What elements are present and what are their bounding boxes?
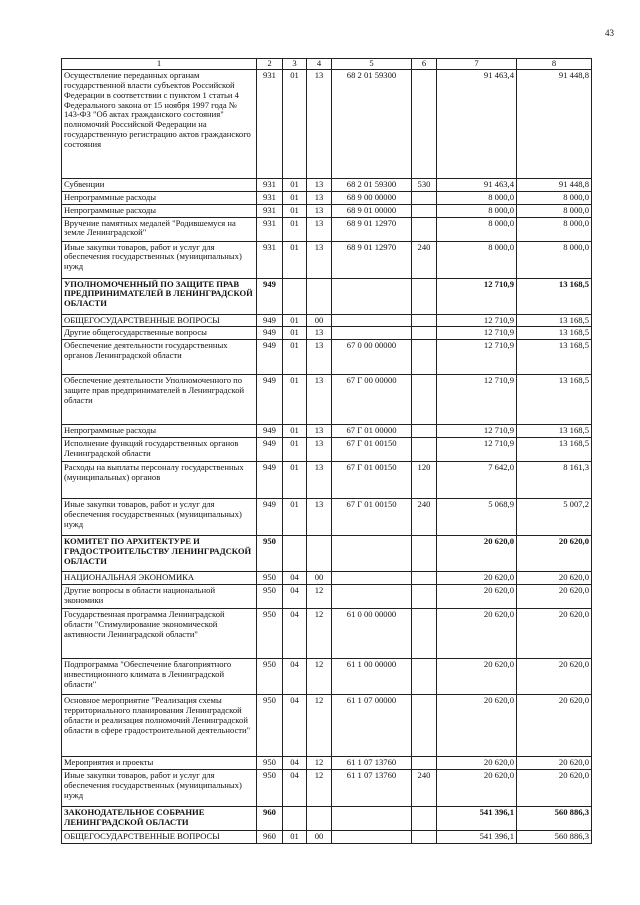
cell-amount-year-2: 13 168,5 bbox=[517, 340, 592, 375]
cell-name: Подпрограмма "Обеспечение благоприятного инвестиционного климата в Ленинградской области" bbox=[62, 659, 257, 695]
cell-subsection: 12 bbox=[307, 695, 332, 757]
cell-expense-type: 240 bbox=[412, 769, 437, 806]
cell-subsection bbox=[307, 806, 332, 830]
cell-admin-code: 949 bbox=[257, 462, 283, 499]
cell-amount-year-1: 20 620,0 bbox=[437, 659, 517, 695]
cell-expense-type bbox=[412, 69, 437, 178]
cell-amount-year-2: 13 168,5 bbox=[517, 327, 592, 340]
cell-amount-year-2: 20 620,0 bbox=[517, 757, 592, 770]
cell-name: Расходы на выплаты персоналу государственных (муниципальных) органов bbox=[62, 462, 257, 499]
cell-admin-code: 931 bbox=[257, 191, 283, 204]
cell-admin-code: 949 bbox=[257, 438, 283, 462]
cell-target-article bbox=[332, 278, 412, 314]
cell-expense-type bbox=[412, 425, 437, 438]
table-row bbox=[62, 536, 592, 572]
col-header-1: 1 bbox=[62, 59, 257, 70]
cell-expense-type bbox=[412, 204, 437, 217]
col-header-3: 3 bbox=[283, 59, 307, 70]
cell-amount-year-2: 560 886,3 bbox=[517, 806, 592, 830]
cell-target-article: 68 9 00 00000 bbox=[332, 191, 412, 204]
cell-expense-type bbox=[412, 757, 437, 770]
cell-expense-type bbox=[412, 536, 437, 572]
cell-subsection: 12 bbox=[307, 769, 332, 806]
cell-section: 01 bbox=[283, 191, 307, 204]
cell-subsection: 13 bbox=[307, 438, 332, 462]
cell-name: Другие вопросы в области национальной экономики bbox=[62, 585, 257, 609]
cell-admin-code: 949 bbox=[257, 327, 283, 340]
cell-subsection bbox=[307, 536, 332, 572]
cell-target-article: 61 1 07 00000 bbox=[332, 695, 412, 757]
cell-amount-year-1: 12 710,9 bbox=[437, 314, 517, 327]
col-header-8: 8 bbox=[517, 59, 592, 70]
cell-expense-type bbox=[412, 806, 437, 830]
table-row bbox=[62, 425, 592, 438]
cell-subsection: 13 bbox=[307, 191, 332, 204]
cell-name: ОБЩЕГОСУДАРСТВЕННЫЕ ВОПРОСЫ bbox=[62, 314, 257, 327]
col-header-5: 5 bbox=[332, 59, 412, 70]
cell-name: КОМИТЕТ ПО АРХИТЕКТУРЕ И ГРАДОСТРОИТЕЛЬСТВУ ЛЕНИНГРАДСКОЙ ОБЛАСТИ bbox=[62, 536, 257, 572]
cell-section bbox=[283, 278, 307, 314]
cell-amount-year-1: 8 000,0 bbox=[437, 241, 517, 278]
cell-name: Обеспечение деятельности Уполномоченного по защите прав предпринимателей в Ленинградской области bbox=[62, 375, 257, 425]
cell-subsection: 13 bbox=[307, 69, 332, 178]
cell-expense-type bbox=[412, 659, 437, 695]
cell-amount-year-1: 91 463,4 bbox=[437, 178, 517, 191]
table-row bbox=[62, 757, 592, 770]
cell-amount-year-1: 12 710,9 bbox=[437, 340, 517, 375]
cell-amount-year-2: 91 448,8 bbox=[517, 69, 592, 178]
cell-subsection: 12 bbox=[307, 757, 332, 770]
cell-target-article: 67 Г 00 00000 bbox=[332, 375, 412, 425]
cell-section: 04 bbox=[283, 585, 307, 609]
cell-section: 01 bbox=[283, 178, 307, 191]
cell-expense-type bbox=[412, 278, 437, 314]
table-row bbox=[62, 609, 592, 659]
cell-expense-type bbox=[412, 585, 437, 609]
table-row bbox=[62, 69, 592, 178]
cell-amount-year-1: 12 710,9 bbox=[437, 438, 517, 462]
cell-name: Обеспечение деятельности государственных органов Ленинградской области bbox=[62, 340, 257, 375]
cell-amount-year-1: 12 710,9 bbox=[437, 425, 517, 438]
cell-admin-code: 950 bbox=[257, 536, 283, 572]
table-row bbox=[62, 314, 592, 327]
cell-name: ЗАКОНОДАТЕЛЬНОЕ СОБРАНИЕ ЛЕНИНГРАДСКОЙ ОБЛАСТИ bbox=[62, 806, 257, 830]
cell-name: Субвенции bbox=[62, 178, 257, 191]
cell-expense-type bbox=[412, 314, 437, 327]
cell-target-article: 68 9 01 12970 bbox=[332, 241, 412, 278]
cell-amount-year-1: 8 000,0 bbox=[437, 204, 517, 217]
cell-section: 04 bbox=[283, 769, 307, 806]
cell-subsection: 13 bbox=[307, 340, 332, 375]
budget-table bbox=[61, 58, 592, 844]
cell-section: 01 bbox=[283, 204, 307, 217]
cell-expense-type bbox=[412, 327, 437, 340]
cell-name: Иные закупки товаров, работ и услуг для обеспечения государственных (муниципальных) нужд bbox=[62, 241, 257, 278]
col-header-4: 4 bbox=[307, 59, 332, 70]
cell-amount-year-1: 12 710,9 bbox=[437, 375, 517, 425]
cell-amount-year-2: 13 168,5 bbox=[517, 438, 592, 462]
cell-subsection: 13 bbox=[307, 241, 332, 278]
cell-subsection: 13 bbox=[307, 327, 332, 340]
cell-amount-year-1: 20 620,0 bbox=[437, 695, 517, 757]
cell-section: 01 bbox=[283, 241, 307, 278]
cell-subsection: 00 bbox=[307, 830, 332, 843]
cell-section: 04 bbox=[283, 572, 307, 585]
cell-name: Непрограммные расходы bbox=[62, 204, 257, 217]
cell-target-article: 67 0 00 00000 bbox=[332, 340, 412, 375]
cell-amount-year-1: 20 620,0 bbox=[437, 572, 517, 585]
cell-admin-code: 949 bbox=[257, 314, 283, 327]
header-row bbox=[62, 59, 592, 70]
cell-subsection: 12 bbox=[307, 585, 332, 609]
table-row bbox=[62, 830, 592, 843]
cell-amount-year-1: 8 000,0 bbox=[437, 217, 517, 241]
cell-name: Вручение памятных медалей "Родившемуся на земле Ленинградской" bbox=[62, 217, 257, 241]
cell-expense-type: 120 bbox=[412, 462, 437, 499]
cell-subsection: 12 bbox=[307, 659, 332, 695]
cell-target-article: 67 Г 01 00150 bbox=[332, 499, 412, 536]
cell-amount-year-1: 12 710,9 bbox=[437, 278, 517, 314]
cell-target-article: 68 9 01 00000 bbox=[332, 204, 412, 217]
cell-subsection: 13 bbox=[307, 178, 332, 191]
cell-amount-year-2: 8 000,0 bbox=[517, 241, 592, 278]
cell-name: УПОЛНОМОЧЕННЫЙ ПО ЗАЩИТЕ ПРАВ ПРЕДПРИНИМАТЕЛЕЙ В ЛЕНИНГРАДСКОЙ ОБЛАСТИ bbox=[62, 278, 257, 314]
col-header-2: 2 bbox=[257, 59, 283, 70]
cell-amount-year-2: 20 620,0 bbox=[517, 695, 592, 757]
cell-section: 01 bbox=[283, 438, 307, 462]
cell-subsection: 12 bbox=[307, 609, 332, 659]
cell-section: 04 bbox=[283, 695, 307, 757]
cell-admin-code: 931 bbox=[257, 69, 283, 178]
cell-target-article: 61 1 07 13760 bbox=[332, 757, 412, 770]
cell-expense-type bbox=[412, 572, 437, 585]
cell-expense-type: 240 bbox=[412, 499, 437, 536]
cell-subsection: 13 bbox=[307, 217, 332, 241]
table-row bbox=[62, 659, 592, 695]
cell-name: Иные закупки товаров, работ и услуг для обеспечения государственных (муниципальных) нужд bbox=[62, 769, 257, 806]
cell-admin-code: 949 bbox=[257, 425, 283, 438]
cell-admin-code: 950 bbox=[257, 572, 283, 585]
cell-subsection: 00 bbox=[307, 572, 332, 585]
cell-section bbox=[283, 536, 307, 572]
cell-amount-year-2: 8 000,0 bbox=[517, 191, 592, 204]
cell-amount-year-1: 91 463,4 bbox=[437, 69, 517, 178]
cell-amount-year-2: 8 161,3 bbox=[517, 462, 592, 499]
table-row bbox=[62, 278, 592, 314]
cell-amount-year-2: 20 620,0 bbox=[517, 659, 592, 695]
cell-section bbox=[283, 806, 307, 830]
col-header-6: 6 bbox=[412, 59, 437, 70]
cell-amount-year-1: 8 000,0 bbox=[437, 191, 517, 204]
cell-target-article: 67 Г 01 00000 bbox=[332, 425, 412, 438]
cell-name: Осуществление переданных органам государственной власти субъектов Российской Федерации в соответствии с пунктом 1 статьи 4 Федерального закона от 15 ноября 1997 года № 143-ФЗ "Об актах гражданского состояния" полномочий Российской Федерации на государственную регистрацию актов гражданского состояния bbox=[62, 69, 257, 178]
cell-admin-code: 931 bbox=[257, 241, 283, 278]
cell-admin-code: 950 bbox=[257, 769, 283, 806]
cell-expense-type bbox=[412, 217, 437, 241]
cell-amount-year-2: 20 620,0 bbox=[517, 769, 592, 806]
cell-name: Иные закупки товаров, работ и услуг для обеспечения государственных (муниципальных) нужд bbox=[62, 499, 257, 536]
page-number: 43 bbox=[605, 28, 614, 38]
cell-name: ОБЩЕГОСУДАРСТВЕННЫЕ ВОПРОСЫ bbox=[62, 830, 257, 843]
table-row bbox=[62, 217, 592, 241]
cell-admin-code: 949 bbox=[257, 340, 283, 375]
cell-amount-year-2: 13 168,5 bbox=[517, 375, 592, 425]
cell-target-article: 68 9 01 12970 bbox=[332, 217, 412, 241]
cell-expense-type bbox=[412, 695, 437, 757]
cell-target-article: 67 Г 01 00150 bbox=[332, 462, 412, 499]
cell-name: Государственная программа Ленинградской области "Стимулирование экономической активности Ленинградской области" bbox=[62, 609, 257, 659]
cell-section: 01 bbox=[283, 462, 307, 499]
cell-admin-code: 960 bbox=[257, 830, 283, 843]
cell-subsection bbox=[307, 278, 332, 314]
table-row bbox=[62, 340, 592, 375]
table-row bbox=[62, 769, 592, 806]
cell-amount-year-1: 20 620,0 bbox=[437, 769, 517, 806]
cell-amount-year-1: 20 620,0 bbox=[437, 609, 517, 659]
table-row bbox=[62, 462, 592, 499]
cell-target-article bbox=[332, 585, 412, 609]
cell-target-article: 68 2 01 59300 bbox=[332, 178, 412, 191]
cell-expense-type: 530 bbox=[412, 178, 437, 191]
cell-section: 01 bbox=[283, 314, 307, 327]
cell-name: Непрограммные расходы bbox=[62, 425, 257, 438]
cell-amount-year-1: 12 710,9 bbox=[437, 327, 517, 340]
cell-section: 01 bbox=[283, 327, 307, 340]
cell-target-article: 68 2 01 59300 bbox=[332, 69, 412, 178]
cell-target-article bbox=[332, 327, 412, 340]
cell-target-article bbox=[332, 536, 412, 572]
cell-subsection: 13 bbox=[307, 425, 332, 438]
cell-amount-year-2: 13 168,5 bbox=[517, 278, 592, 314]
cell-amount-year-2: 13 168,5 bbox=[517, 425, 592, 438]
cell-admin-code: 931 bbox=[257, 204, 283, 217]
cell-amount-year-2: 8 000,0 bbox=[517, 217, 592, 241]
cell-section: 01 bbox=[283, 425, 307, 438]
cell-amount-year-2: 8 000,0 bbox=[517, 204, 592, 217]
cell-amount-year-2: 20 620,0 bbox=[517, 536, 592, 572]
cell-admin-code: 950 bbox=[257, 757, 283, 770]
cell-section: 01 bbox=[283, 69, 307, 178]
table-row bbox=[62, 375, 592, 425]
cell-target-article bbox=[332, 314, 412, 327]
cell-admin-code: 950 bbox=[257, 695, 283, 757]
table-row bbox=[62, 585, 592, 609]
cell-amount-year-2: 20 620,0 bbox=[517, 609, 592, 659]
cell-admin-code: 931 bbox=[257, 217, 283, 241]
cell-section: 01 bbox=[283, 830, 307, 843]
col-header-7: 7 bbox=[437, 59, 517, 70]
cell-name: НАЦИОНАЛЬНАЯ ЭКОНОМИКА bbox=[62, 572, 257, 585]
table-row bbox=[62, 178, 592, 191]
cell-expense-type bbox=[412, 609, 437, 659]
cell-subsection: 13 bbox=[307, 462, 332, 499]
table-row bbox=[62, 191, 592, 204]
cell-subsection: 13 bbox=[307, 204, 332, 217]
cell-amount-year-2: 20 620,0 bbox=[517, 572, 592, 585]
cell-amount-year-2: 91 448,8 bbox=[517, 178, 592, 191]
cell-admin-code: 949 bbox=[257, 375, 283, 425]
cell-section: 01 bbox=[283, 217, 307, 241]
cell-expense-type: 240 bbox=[412, 241, 437, 278]
table-row bbox=[62, 204, 592, 217]
cell-amount-year-1: 541 396,1 bbox=[437, 806, 517, 830]
cell-amount-year-1: 20 620,0 bbox=[437, 757, 517, 770]
cell-section: 04 bbox=[283, 609, 307, 659]
table-row bbox=[62, 806, 592, 830]
cell-section: 01 bbox=[283, 499, 307, 536]
cell-expense-type bbox=[412, 340, 437, 375]
cell-amount-year-2: 560 886,3 bbox=[517, 830, 592, 843]
cell-target-article bbox=[332, 572, 412, 585]
cell-expense-type bbox=[412, 191, 437, 204]
cell-section: 04 bbox=[283, 757, 307, 770]
table-row bbox=[62, 438, 592, 462]
cell-amount-year-1: 541 396,1 bbox=[437, 830, 517, 843]
cell-name: Непрограммные расходы bbox=[62, 191, 257, 204]
cell-name: Другие общегосударственные вопросы bbox=[62, 327, 257, 340]
cell-section: 01 bbox=[283, 375, 307, 425]
cell-admin-code: 960 bbox=[257, 806, 283, 830]
cell-target-article: 67 Г 01 00150 bbox=[332, 438, 412, 462]
cell-admin-code: 950 bbox=[257, 585, 283, 609]
cell-admin-code: 949 bbox=[257, 499, 283, 536]
cell-target-article: 61 0 00 00000 bbox=[332, 609, 412, 659]
cell-section: 01 bbox=[283, 340, 307, 375]
table-row bbox=[62, 572, 592, 585]
cell-admin-code: 931 bbox=[257, 178, 283, 191]
cell-subsection: 00 bbox=[307, 314, 332, 327]
table-row bbox=[62, 241, 592, 278]
cell-expense-type bbox=[412, 830, 437, 843]
cell-name: Исполнение функций государственных органов Ленинградской области bbox=[62, 438, 257, 462]
cell-target-article: 61 1 07 13760 bbox=[332, 769, 412, 806]
cell-expense-type bbox=[412, 438, 437, 462]
cell-amount-year-1: 5 068,9 bbox=[437, 499, 517, 536]
cell-admin-code: 950 bbox=[257, 609, 283, 659]
table-row bbox=[62, 327, 592, 340]
cell-subsection: 13 bbox=[307, 499, 332, 536]
cell-target-article bbox=[332, 806, 412, 830]
cell-admin-code: 949 bbox=[257, 278, 283, 314]
cell-amount-year-1: 20 620,0 bbox=[437, 585, 517, 609]
cell-name: Мероприятия и проекты bbox=[62, 757, 257, 770]
cell-admin-code: 950 bbox=[257, 659, 283, 695]
cell-expense-type bbox=[412, 375, 437, 425]
cell-amount-year-1: 7 642,0 bbox=[437, 462, 517, 499]
cell-subsection: 13 bbox=[307, 375, 332, 425]
cell-name: Основное мероприятие "Реализация схемы территориального планирования Ленинградской области и реализация полномочий Ленинградской области в сфере градостроительной деятельности" bbox=[62, 695, 257, 757]
table-row bbox=[62, 695, 592, 757]
cell-section: 04 bbox=[283, 659, 307, 695]
table-row bbox=[62, 499, 592, 536]
cell-target-article bbox=[332, 830, 412, 843]
cell-amount-year-2: 20 620,0 bbox=[517, 585, 592, 609]
cell-amount-year-2: 5 007,2 bbox=[517, 499, 592, 536]
cell-amount-year-1: 20 620,0 bbox=[437, 536, 517, 572]
cell-target-article: 61 1 00 00000 bbox=[332, 659, 412, 695]
cell-amount-year-2: 13 168,5 bbox=[517, 314, 592, 327]
table-body bbox=[62, 69, 592, 843]
